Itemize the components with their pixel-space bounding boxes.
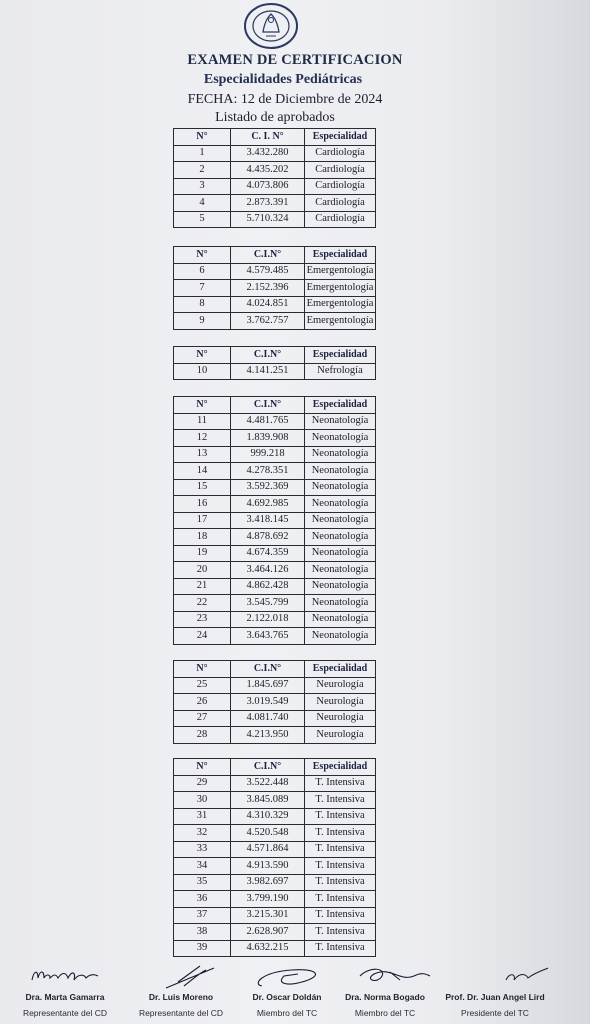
- signature-luis-moreno: [126, 962, 236, 1018]
- table-row: [174, 611, 376, 628]
- row-ci: 3.522.448: [231, 775, 305, 792]
- table-header-row: [174, 397, 376, 414]
- row-specialty: T. Intensiva: [305, 808, 376, 825]
- row-specialty: Emergentología: [305, 263, 376, 280]
- header-number: N°: [174, 661, 231, 678]
- row-ci: 2.873.391: [231, 195, 305, 212]
- header-number: N°: [174, 247, 231, 264]
- table-row: [174, 313, 376, 330]
- row-specialty: T. Intensiva: [305, 792, 376, 809]
- header-specialty: Especialidad: [305, 129, 376, 146]
- neonatologia-table: [173, 396, 376, 645]
- document-title: EXAMEN DE CERTIFICACION: [187, 52, 403, 68]
- row-number: 39: [174, 940, 231, 957]
- document-subtitle: Especialidades Pediátricas: [203, 72, 363, 87]
- row-ci: 3.019.549: [231, 694, 305, 711]
- row-ci: 3.418.145: [231, 512, 305, 529]
- row-number: 23: [174, 611, 231, 628]
- row-number: 31: [174, 808, 231, 825]
- emergentologia-table: [173, 246, 376, 330]
- row-specialty: Cardiología: [305, 211, 376, 228]
- row-number: 35: [174, 874, 231, 891]
- signature-block: [0, 962, 590, 1024]
- row-ci: 4.674.359: [231, 545, 305, 562]
- row-ci: 4.278.351: [231, 463, 305, 480]
- row-number: 36: [174, 891, 231, 908]
- row-specialty: Neurología: [305, 727, 376, 744]
- row-number: 22: [174, 595, 231, 612]
- row-number: 14: [174, 463, 231, 480]
- row-specialty: Emergentología: [305, 296, 376, 313]
- row-ci: 4.435.202: [231, 162, 305, 179]
- table-row: [174, 595, 376, 612]
- row-ci: 4.073.806: [231, 178, 305, 195]
- row-ci: 3.799.190: [231, 891, 305, 908]
- row-number: 20: [174, 562, 231, 579]
- row-specialty: T. Intensiva: [305, 924, 376, 941]
- list-title: Listado de aprobados: [215, 110, 335, 125]
- row-ci: 3.643.765: [231, 628, 305, 645]
- row-ci: 3.215.301: [231, 907, 305, 924]
- row-ci: 4.913.590: [231, 858, 305, 875]
- row-specialty: Emergentología: [305, 280, 376, 297]
- row-ci: 4.213.950: [231, 727, 305, 744]
- row-ci: 3.592.369: [231, 479, 305, 496]
- signer-name: Dra. Norma Bogado: [345, 992, 425, 1002]
- row-ci: 3.432.280: [231, 145, 305, 162]
- row-number: 10: [174, 363, 231, 380]
- table-row: [174, 808, 376, 825]
- row-number: 25: [174, 677, 231, 694]
- row-number: 38: [174, 924, 231, 941]
- row-ci: 4.310.329: [231, 808, 305, 825]
- row-ci: 2.152.396: [231, 280, 305, 297]
- signer-name: Dra. Marta Gamarra: [25, 992, 105, 1002]
- row-specialty: Neonatología: [305, 446, 376, 463]
- row-specialty: Neurología: [305, 677, 376, 694]
- table-row: [174, 891, 376, 908]
- row-ci: 4.579.485: [231, 263, 305, 280]
- row-ci: 4.481.765: [231, 413, 305, 430]
- table-row: [174, 858, 376, 875]
- row-specialty: Neurología: [305, 694, 376, 711]
- table-header-row: [174, 759, 376, 776]
- row-specialty: Neonatología: [305, 496, 376, 513]
- neurologia-table: [173, 660, 376, 744]
- header-ci: C. I. N°: [231, 129, 305, 146]
- table-row: [174, 545, 376, 562]
- row-number: 1: [174, 145, 231, 162]
- row-specialty: Cardiología: [305, 162, 376, 179]
- row-specialty: T. Intensiva: [305, 891, 376, 908]
- row-ci: 4.024.851: [231, 296, 305, 313]
- cardiologia-table: [173, 128, 376, 228]
- exam-date: FECHA: 12 de Diciembre de 2024: [187, 92, 383, 107]
- signer-name: Dr. Luis Moreno: [148, 992, 214, 1002]
- row-number: 28: [174, 727, 231, 744]
- signer-role: Representante del CD: [22, 1008, 108, 1018]
- row-ci: 5.710.324: [231, 211, 305, 228]
- table-row: [174, 924, 376, 941]
- table-row: [174, 363, 376, 380]
- table-row: [174, 430, 376, 447]
- row-ci: 4.632.215: [231, 940, 305, 957]
- row-number: 30: [174, 792, 231, 809]
- table-header-row: [174, 661, 376, 678]
- header-ci: C.I.N°: [231, 247, 305, 264]
- row-number: 13: [174, 446, 231, 463]
- row-specialty: Neonatología: [305, 595, 376, 612]
- table-row: [174, 145, 376, 162]
- handwritten-signature-icon: [330, 962, 440, 990]
- row-specialty: Cardiología: [305, 145, 376, 162]
- table-row: [174, 263, 376, 280]
- table-row: [174, 628, 376, 645]
- row-specialty: Neonatología: [305, 413, 376, 430]
- row-specialty: Neonatología: [305, 628, 376, 645]
- row-ci: 4.862.428: [231, 578, 305, 595]
- header-number: N°: [174, 759, 231, 776]
- row-ci: 2.122.018: [231, 611, 305, 628]
- table-row: [174, 727, 376, 744]
- row-specialty: T. Intensiva: [305, 841, 376, 858]
- table-row: [174, 940, 376, 957]
- signer-name: Dr. Oscar Doldán: [252, 992, 322, 1002]
- row-number: 27: [174, 710, 231, 727]
- row-specialty: Nefrología: [305, 363, 376, 380]
- row-specialty: Neonatología: [305, 611, 376, 628]
- header-specialty: Especialidad: [305, 661, 376, 678]
- table-row: [174, 496, 376, 513]
- table-row: [174, 710, 376, 727]
- table-row: [174, 512, 376, 529]
- row-number: 8: [174, 296, 231, 313]
- row-number: 24: [174, 628, 231, 645]
- table-row: [174, 162, 376, 179]
- row-number: 33: [174, 841, 231, 858]
- row-specialty: T. Intensiva: [305, 825, 376, 842]
- table-row: [174, 529, 376, 546]
- table-row: [174, 562, 376, 579]
- row-specialty: Neonatología: [305, 463, 376, 480]
- table-row: [174, 280, 376, 297]
- header-specialty: Especialidad: [305, 247, 376, 264]
- table-row: [174, 178, 376, 195]
- handwritten-signature-icon: [126, 962, 236, 990]
- header-number: N°: [174, 397, 231, 414]
- handwritten-signature-icon: [232, 962, 342, 990]
- signature-oscar-doldan: [232, 962, 342, 1018]
- row-specialty: Neurología: [305, 710, 376, 727]
- row-number: 32: [174, 825, 231, 842]
- table-row: [174, 463, 376, 480]
- row-specialty: Neonatología: [305, 529, 376, 546]
- header-specialty: Especialidad: [305, 759, 376, 776]
- row-specialty: Neonatología: [305, 562, 376, 579]
- row-ci: 3.762.757: [231, 313, 305, 330]
- row-number: 19: [174, 545, 231, 562]
- header-ci: C.I.N°: [231, 661, 305, 678]
- signature-marta-gamarra: [10, 962, 120, 1018]
- row-ci: 4.692.985: [231, 496, 305, 513]
- row-specialty: Neonatología: [305, 479, 376, 496]
- handwritten-signature-icon: [10, 962, 120, 990]
- table-row: [174, 296, 376, 313]
- handwritten-signature-icon: [440, 962, 550, 990]
- table-row: [174, 694, 376, 711]
- row-number: 11: [174, 413, 231, 430]
- row-specialty: T. Intensiva: [305, 775, 376, 792]
- table-header-row: [174, 129, 376, 146]
- row-specialty: Emergentología: [305, 313, 376, 330]
- row-specialty: Neonatología: [305, 578, 376, 595]
- row-specialty: Cardiología: [305, 195, 376, 212]
- header-specialty: Especialidad: [305, 347, 376, 364]
- row-ci: 4.878.692: [231, 529, 305, 546]
- table-row: [174, 413, 376, 430]
- row-number: 3: [174, 178, 231, 195]
- row-number: 5: [174, 211, 231, 228]
- row-number: 7: [174, 280, 231, 297]
- table-row: [174, 195, 376, 212]
- header-ci: C.I.N°: [231, 759, 305, 776]
- table-header-row: [174, 247, 376, 264]
- terapia-intensiva-table: [173, 758, 376, 957]
- row-ci: 1.839.908: [231, 430, 305, 447]
- signature-norma-bogado: [330, 962, 440, 1018]
- row-specialty: Neonatología: [305, 430, 376, 447]
- row-ci: 1.845.697: [231, 677, 305, 694]
- row-number: 9: [174, 313, 231, 330]
- signature-juan-angel-lird: [440, 962, 550, 1018]
- row-ci: 2.628.907: [231, 924, 305, 941]
- table-row: [174, 677, 376, 694]
- row-specialty: Neonatología: [305, 545, 376, 562]
- row-ci: 4.520.548: [231, 825, 305, 842]
- row-number: 2: [174, 162, 231, 179]
- signer-role: Miembro del TC: [354, 1008, 416, 1018]
- row-number: 18: [174, 529, 231, 546]
- table-row: [174, 874, 376, 891]
- row-number: 26: [174, 694, 231, 711]
- row-specialty: T. Intensiva: [305, 940, 376, 957]
- row-number: 17: [174, 512, 231, 529]
- row-number: 21: [174, 578, 231, 595]
- row-ci: 4.081.740: [231, 710, 305, 727]
- header-ci: C.I.N°: [231, 347, 305, 364]
- row-number: 4: [174, 195, 231, 212]
- row-number: 29: [174, 775, 231, 792]
- row-specialty: T. Intensiva: [305, 874, 376, 891]
- signer-role: Miembro del TC: [256, 1008, 318, 1018]
- row-specialty: Neonatología: [305, 512, 376, 529]
- table-row: [174, 211, 376, 228]
- header-number: N°: [174, 347, 231, 364]
- row-number: 37: [174, 907, 231, 924]
- row-specialty: T. Intensiva: [305, 907, 376, 924]
- row-number: 16: [174, 496, 231, 513]
- row-ci: 999.218: [231, 446, 305, 463]
- row-ci: 3.545.799: [231, 595, 305, 612]
- row-number: 15: [174, 479, 231, 496]
- header-specialty: Especialidad: [305, 397, 376, 414]
- signer-role: Presidente del TC: [461, 1008, 529, 1018]
- row-ci: 3.464.126: [231, 562, 305, 579]
- signer-role: Representante del CD: [138, 1008, 224, 1018]
- row-ci: 4.571.864: [231, 841, 305, 858]
- row-ci: 4.141.251: [231, 363, 305, 380]
- table-row: [174, 825, 376, 842]
- table-row: [174, 907, 376, 924]
- table-row: [174, 479, 376, 496]
- header-ci: C.I.N°: [231, 397, 305, 414]
- row-ci: 3.982.697: [231, 874, 305, 891]
- society-seal-icon: [243, 2, 299, 50]
- table-row: [174, 446, 376, 463]
- row-number: 12: [174, 430, 231, 447]
- table-header-row: [174, 347, 376, 364]
- header-number: N°: [174, 129, 231, 146]
- table-row: [174, 578, 376, 595]
- row-number: 6: [174, 263, 231, 280]
- row-ci: 3.845.089: [231, 792, 305, 809]
- row-number: 34: [174, 858, 231, 875]
- table-row: [174, 792, 376, 809]
- row-specialty: Cardiología: [305, 178, 376, 195]
- row-specialty: T. Intensiva: [305, 858, 376, 875]
- nefrologia-table: [173, 346, 376, 380]
- table-row: [174, 841, 376, 858]
- table-row: [174, 775, 376, 792]
- signer-name: Prof. Dr. Juan Angel Lird: [445, 992, 545, 1002]
